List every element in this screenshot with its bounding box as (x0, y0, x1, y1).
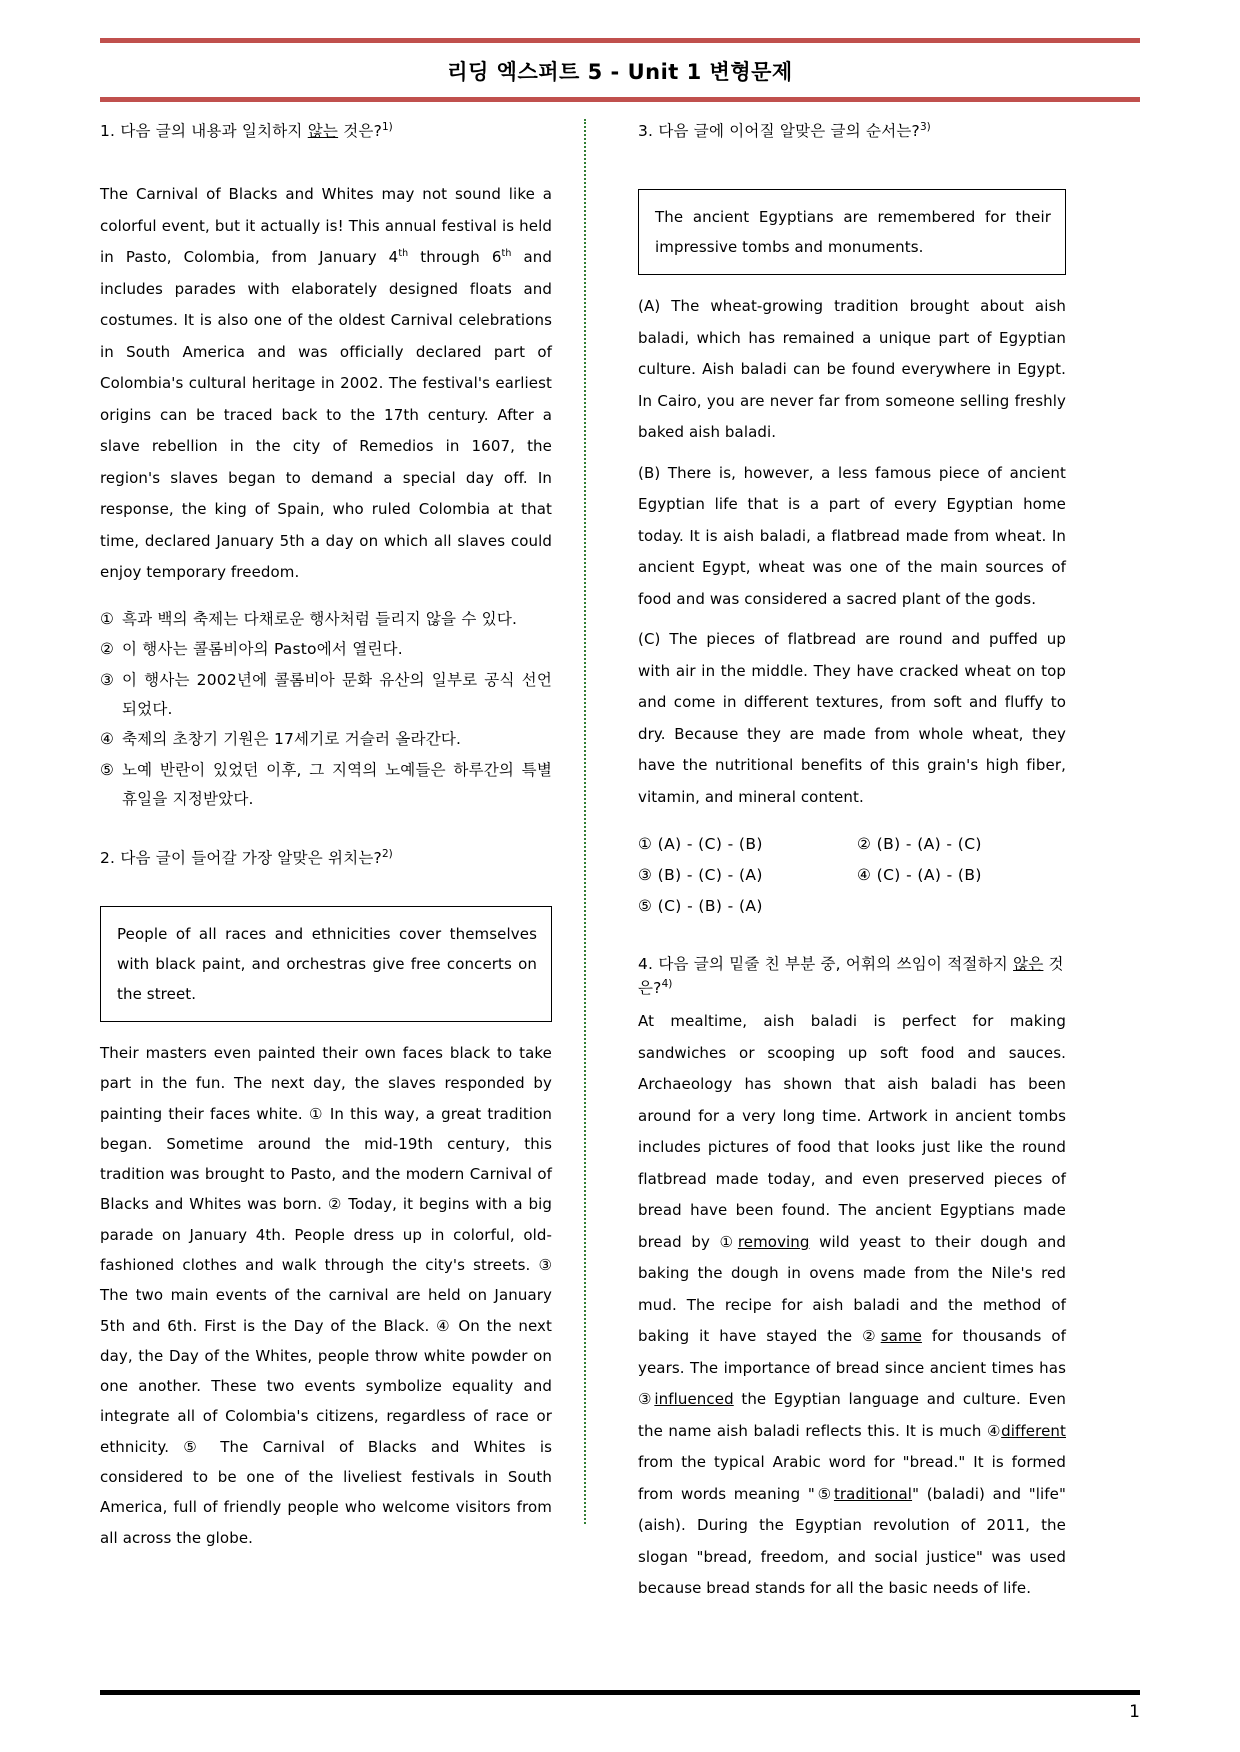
question-3-paragraph-b: (B) There is, however, a less famous piece of ancient Egyptian life that is a part of every Egyptian home today. It is aish baladi, a flatbread made from wheat. In ancient Egypt, wheat was one of the main sources of food and was considered a sacred plant of the gods. (638, 463, 1066, 608)
two-column-body (100, 119, 1140, 1598)
choice-marker: ① (100, 609, 115, 628)
choice-label: 이 행사는 콜롬비아의 Pasto에서 열린다. (122, 640, 403, 659)
question-3-paragraph-c: (C) The pieces of flatbread are round and puffed up with air in the middle. They have cracked wheat on top and come in different textures, from soft and fluffy to dry. Because they are made from whole wheat, they have the nutritional benefits of this grain's high fiber, vitamin, and mineral content. (638, 630, 1066, 806)
q1-passage-mid: through 6 (408, 248, 502, 267)
question-3-choices (638, 829, 1066, 922)
q1-footnote-marker: 1) (382, 121, 393, 133)
q4-underlined-word-2[interactable]: same (880, 1327, 922, 1346)
choice-marker: ⑤ (100, 760, 115, 779)
page-number: 1 (1129, 1702, 1140, 1722)
page-footer (100, 1690, 1140, 1722)
q2-passage-text: Their masters even painted their own faces black to take part in the fun. The next day, the slaves responded by painting their faces white. ① In this way, a great tradition began. Sometime around the mid-19th century, this tradition was brought to Pasto, and the modern Carnival of Blacks and Whites was born. ② Today, it begins with a big parade on January 4th. People dress up in colorful, old-fashioned clothes and walk through the city's streets. ③ The two main events of the carnival are held on January 5th and 6th. First is the Day of the Black. ④ On the next day, the Day of the Whites, people throw white powder on one another. These two events symbolize equality and integrate all of Colombia's citizens, regardless of race or ethnicity. ⑤ The Carnival of Blacks and Whites is considered to be one of the liveliest festivals in South America, full of friendly people who welcome visitors from all across the globe. (100, 1043, 552, 1547)
question-3-excerpt-box (638, 189, 1066, 275)
choice-marker: ② (100, 640, 115, 659)
q1-passage-rest: and includes parades with elaborately designed floats and costumes. It is also one of the oldest Carnival celebrations in South America and was officially declared part of Colombia's cultural heritage in 2002. The festival's earliest origins can be traced back to the 17th century. After a slave rebellion in the city of Remedios in 1607, the region's slaves began to demand a special day off. In response, the king of Spain, who ruled Colombia at that time, declared January 5th a day on which all slaves could enjoy temporary freedom. (100, 248, 552, 582)
question-1-passage (100, 179, 552, 589)
q4-heading-underline: 않은 (1013, 955, 1044, 974)
choice-item[interactable]: ③ (B) - (C) - (A) (638, 866, 763, 885)
q4-seg4: the Egyptian language and culture. Even the name aish baladi reflects this. It is much ④ (638, 1390, 1066, 1440)
q4-heading-post: 것은? (638, 955, 1064, 998)
q4-seg1: At mealtime, aish baladi is perfect for making sandwiches or scooping up soft food and sauces. Archaeology has shown that aish baladi has been around for a very long time. Artwork in ancient tombs includes pictures of food that looks just like the round flatbread made today, and even preserved pieces of bread have been found. The ancient Egyptians made bread by ① (638, 1012, 1066, 1251)
q1-heading-post: 것은? (338, 122, 382, 141)
q2-footnote-marker: 2) (381, 847, 393, 860)
choice-marker: ③ (100, 670, 115, 689)
question-1-choices (100, 605, 552, 815)
header-bottom-rule (100, 97, 1140, 102)
question-4-heading (638, 952, 1066, 1000)
q1-passage-part1: The Carnival of Blacks and Whites may not sound like a colorful event, but it actually is! This annual festival is held in Pasto, Colombia, from January 4 (100, 185, 552, 267)
q1-ordinal-6th: th (501, 248, 512, 260)
q1-heading-pre: 1. 다음 글의 내용과 일치하지 (100, 122, 308, 141)
choice-item[interactable] (100, 756, 552, 815)
q1-ordinal-4th: th (398, 248, 409, 260)
q4-footnote-marker: 4) (661, 978, 673, 991)
question-4-passage (638, 1006, 1066, 1605)
choice-item[interactable]: ① (A) - (C) - (B) (638, 835, 763, 854)
q4-underlined-word-4[interactable]: different (1001, 1421, 1066, 1440)
q1-heading-underline: 않는 (307, 122, 339, 141)
choice-label: 이 행사는 2002년에 콜롬비아 문화 유산의 일부로 공식 선언되었다. (122, 670, 552, 718)
document-title: 리딩 엑스퍼트 5 - Unit 1 변형문제 (447, 60, 793, 84)
question-3-paragraph-a: (A) The wheat-growing tradition brought about aish baladi, which has remained a unique part of Egyptian culture. Aish baladi can be found everywhere in Egypt. In Cairo, you are never far from someone selling freshly baked aish baladi. (638, 297, 1066, 442)
q4-heading-pre: 4. 다음 글의 밑줄 친 부분 중, 어휘의 쓰임이 적절하지 (638, 955, 1014, 974)
choice-item[interactable] (100, 605, 552, 634)
choice-label: 축제의 초창기 기원은 17세기로 거슬러 올라간다. (122, 730, 462, 749)
question-1-heading (100, 119, 552, 143)
choice-item[interactable]: ② (B) - (A) - (C) (857, 835, 982, 854)
question-2-heading (100, 846, 552, 870)
q4-seg3: for thousands of years. The importance of bread since ancient times has ③ (638, 1327, 1066, 1409)
right-column (606, 119, 1067, 1598)
q4-seg6: " (baladi) and "life" (aish). During the Egyptian revolution of 2011, the slogan "bread, freedom, and social justice" was used because bread stands for all the basic needs of life. (638, 1484, 1067, 1598)
q3-footnote-marker: 3) (919, 121, 931, 133)
q3-heading-text: 3. 다음 글에 이어질 알맞은 글의 순서는? (638, 122, 920, 141)
choice-marker: ④ (100, 730, 115, 749)
choice-item[interactable] (100, 666, 552, 725)
q2-excerpt-text: People of all races and ethnicities cover themselves with black paint, and orchestras give free concerts on the street. (117, 924, 537, 1003)
q4-seg2: wild yeast to their dough and baking the dough in ovens made from the Nile's red mud. The recipe for aish baladi and the method of baking it have stayed the ② (638, 1232, 1066, 1346)
choice-label: 흑과 백의 축제는 다채로운 행사처럼 들리지 않을 수 있다. (122, 609, 518, 628)
q4-underlined-word-3[interactable]: influenced (654, 1390, 734, 1409)
question-2-passage (100, 1038, 552, 1553)
question-3-heading (638, 119, 1066, 143)
choice-item[interactable] (100, 635, 552, 664)
q3-excerpt-text: The ancient Egyptians are remembered for their impressive tombs and monuments. (655, 208, 1051, 257)
choice-item[interactable]: ⑤ (C) - (B) - (A) (638, 897, 763, 916)
q4-seg5: from the typical Arabic word for "bread." It is formed from words meaning "⑤ (638, 1453, 1066, 1503)
column-divider (584, 119, 606, 1524)
q4-underlined-word-1[interactable]: removing (737, 1232, 810, 1251)
choice-label: 노예 반란이 있었던 이후, 그 지역의 노예들은 하루간의 특별 휴일을 지정받았다. (122, 760, 552, 809)
left-column (100, 119, 560, 1547)
choice-item[interactable]: ④ (C) - (A) - (B) (857, 866, 982, 885)
q2-heading-text: 2. 다음 글이 들어갈 가장 알맞은 위치는? (100, 848, 382, 867)
q4-underlined-word-5[interactable]: traditional (833, 1484, 913, 1503)
choice-item[interactable] (100, 725, 552, 754)
question-2-excerpt-box (100, 906, 552, 1022)
